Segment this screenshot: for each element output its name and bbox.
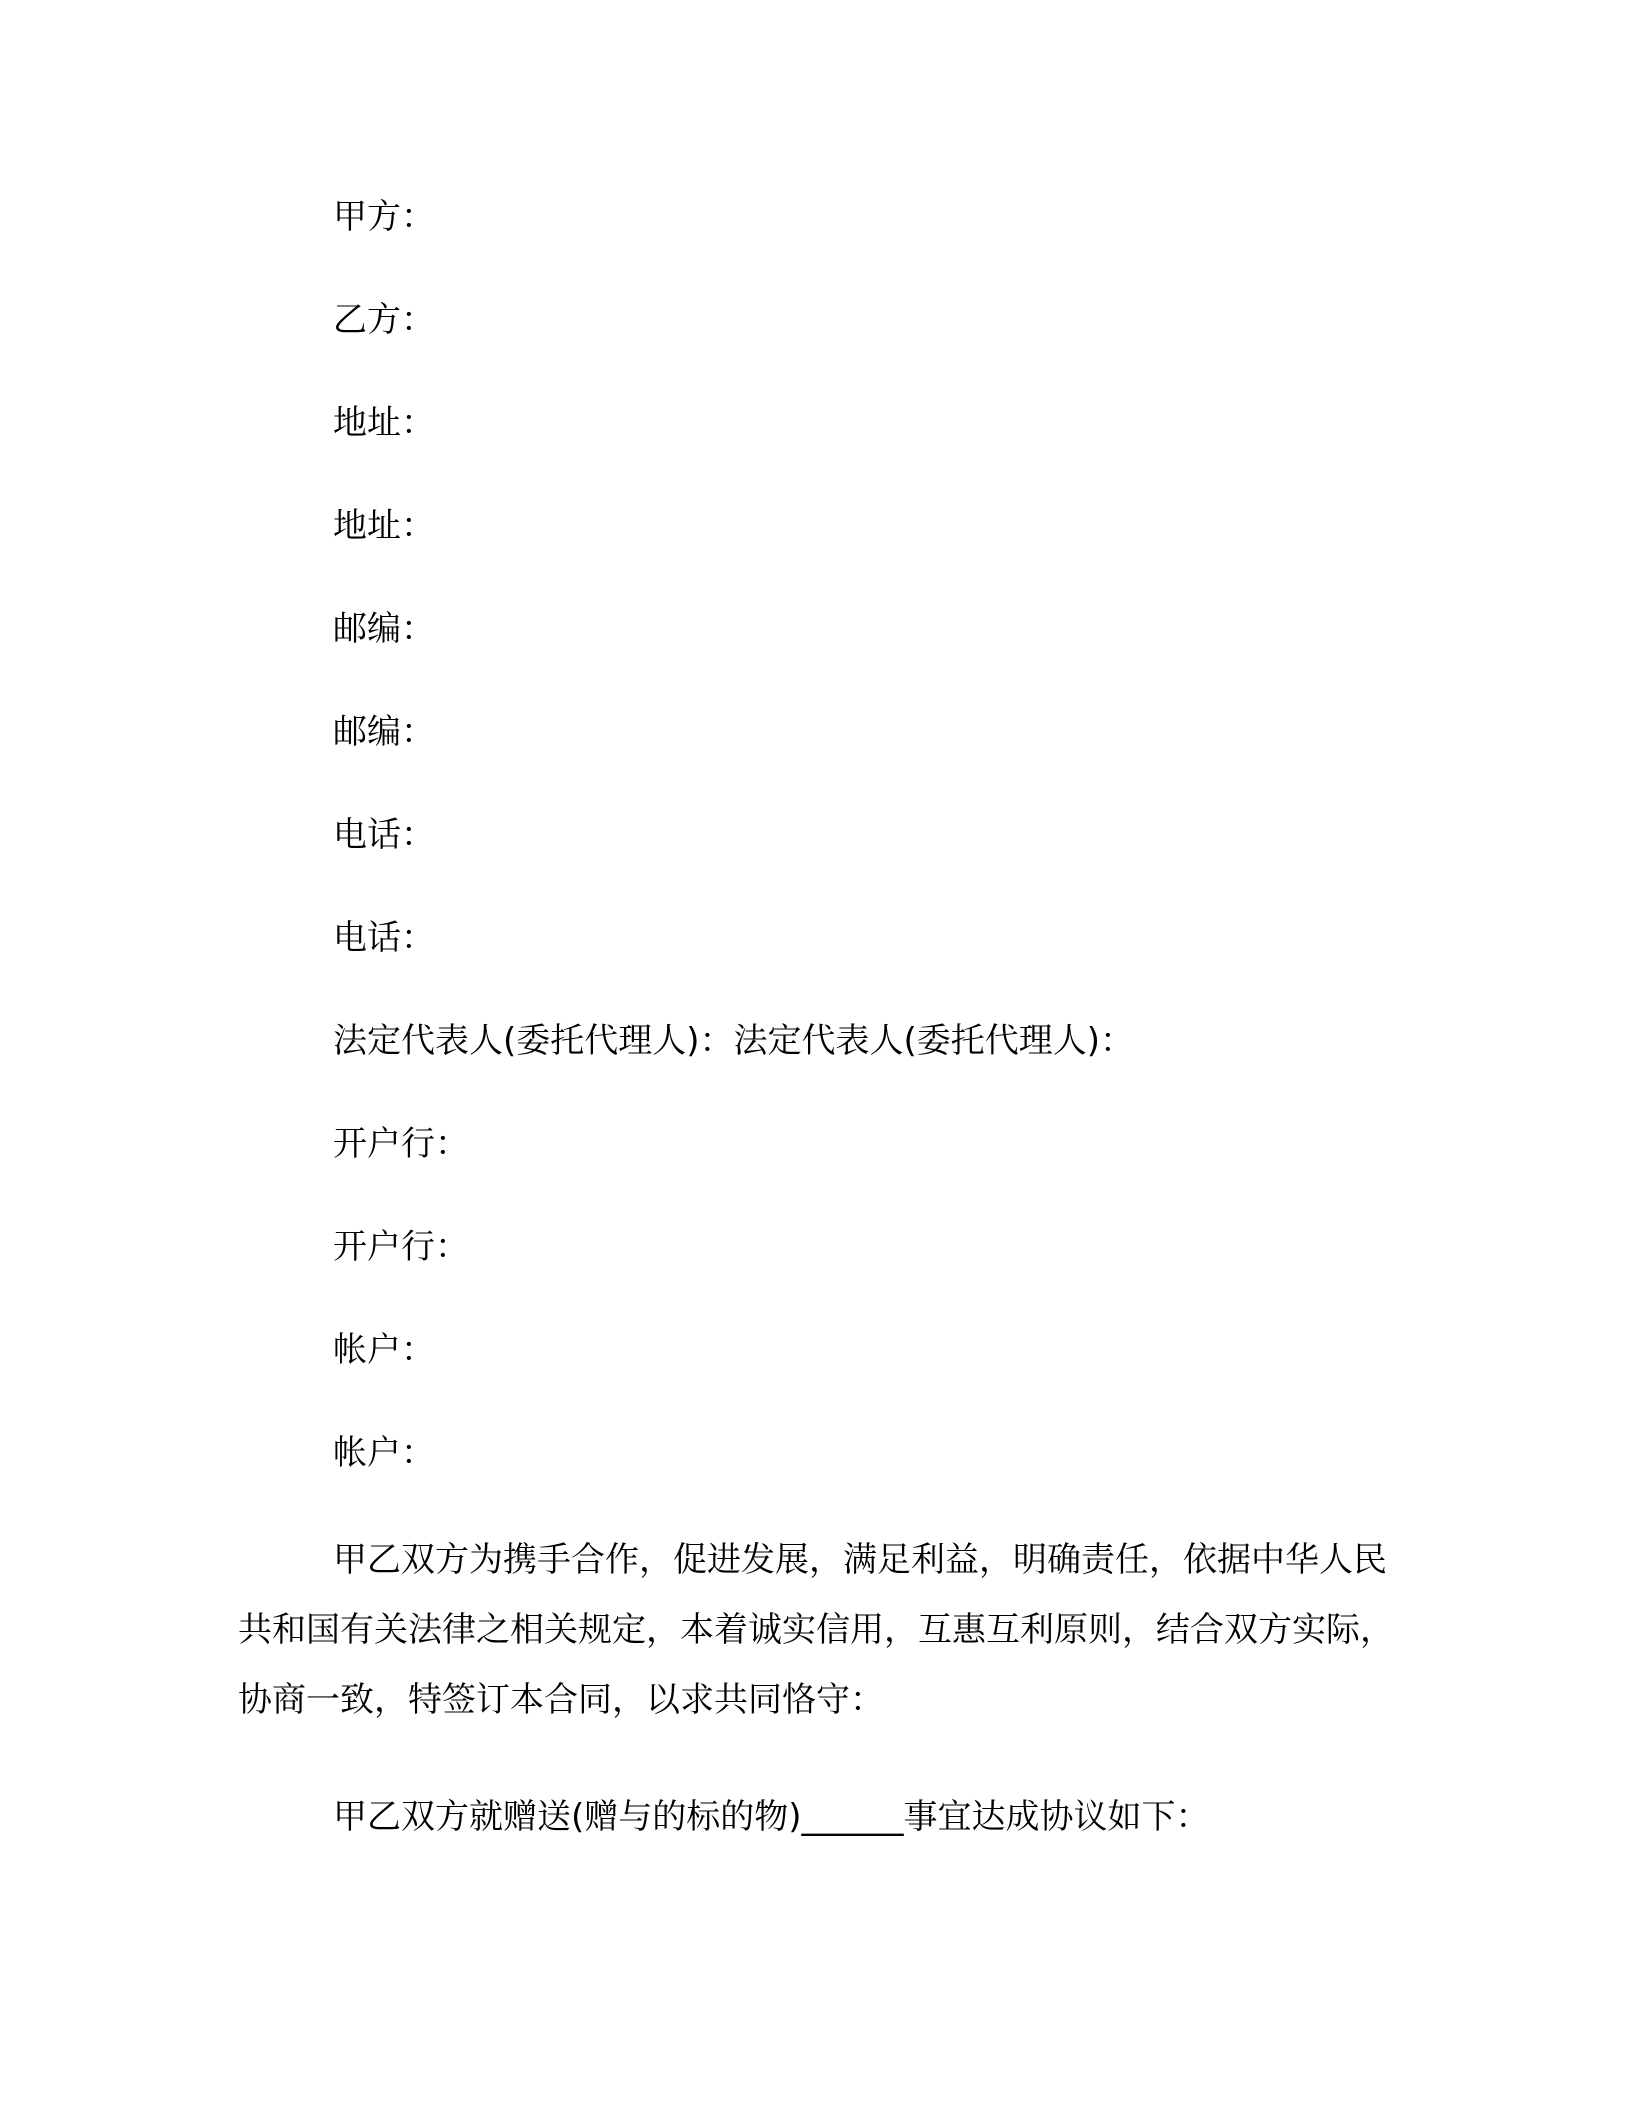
field-postcode-b: 邮编： — [333, 712, 435, 752]
field-phone-a: 电话： — [333, 815, 435, 855]
intro-paragraph-line: 甲乙双方为携手合作，促进发展，满足利益，明确责任，依据中 — [333, 1540, 1285, 1580]
field-account-a: 帐户： — [333, 1330, 435, 1370]
field-postcode-a: 邮编： — [333, 609, 435, 649]
field-address-b: 地址： — [333, 506, 435, 546]
intro-paragraph — [238, 1525, 1398, 1735]
agreement-paragraph-line: 甲乙双方就赠送(赠与的标的物)______事宜达成协议如下： — [333, 1797, 1210, 1837]
field-address-a: 地址： — [333, 403, 435, 443]
intro-paragraph-line: 华人民共和国有关法律之相关规定，本着诚实信用，互惠互利原则， — [238, 1540, 1387, 1650]
field-party-a: 甲方： — [333, 197, 435, 237]
field-bank-b: 开户行： — [333, 1227, 469, 1267]
intro-paragraph-line: 结合双方实际，协商一致，特签订本合同，以求共同恪守： — [238, 1610, 1394, 1720]
field-bank-a: 开户行： — [333, 1124, 469, 1164]
agreement-paragraph — [238, 1782, 1398, 1852]
field-legal-representative: 法定代表人(委托代理人)：法定代表人(委托代理人)： — [333, 1021, 1135, 1061]
field-phone-b: 电话： — [333, 918, 435, 958]
field-party-b: 乙方： — [333, 300, 435, 340]
field-account-b: 帐户： — [333, 1433, 435, 1473]
